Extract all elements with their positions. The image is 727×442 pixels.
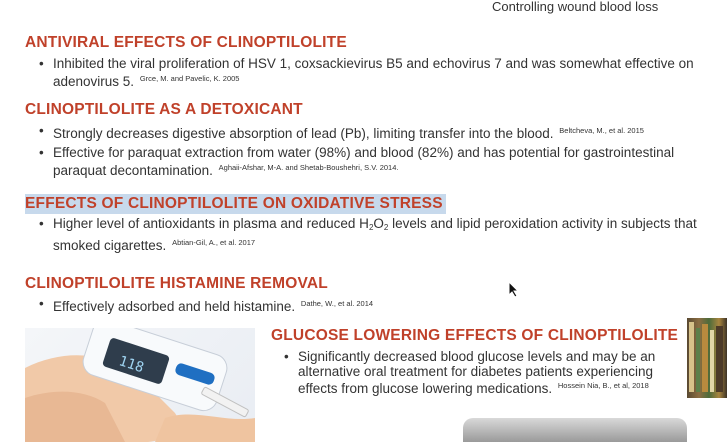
- bullet-text: Significantly decreased blood glucose levels and may be an alternative oral treatment for diabetes patients experiencing effects from glucose lowering medications.: [298, 349, 656, 396]
- detoxicant-heading: CLINOPTILOLITE AS A DETOXICANT: [25, 101, 303, 118]
- citation: Abtian-Gil, A., et al. 2017: [172, 237, 256, 247]
- citation: Grce, M. and Pavelic, K. 2005: [139, 73, 240, 83]
- top-note: Controlling wound blood loss: [492, 0, 659, 14]
- glucose-heading: GLUCOSE LOWERING EFFECTS OF CLINOPTILOLITE: [271, 327, 679, 344]
- bookshelf-photo: [687, 318, 727, 398]
- bullet-text: Inhibited the viral proliferation of HSV 1, coxsackievirus B5 and echovirus 7 and was somewhat effective on adenovirus 5.: [53, 56, 694, 89]
- glucose-bullet: [284, 349, 686, 397]
- bullet-dot: •: [39, 123, 44, 138]
- bullet-dot: •: [39, 145, 44, 160]
- histamine-bullet: [39, 296, 653, 315]
- bullet-dot: •: [39, 216, 44, 231]
- citation: Dathe, W., et al. 2014: [300, 299, 374, 308]
- oxidative-heading[interactable]: EFFECTS OF CLINOPTILOLITE ON OXIDATIVE STRESS: [25, 194, 446, 214]
- mouse-cursor-icon: [508, 281, 520, 298]
- bullet-text-mid: O: [373, 216, 384, 231]
- antiviral-heading: ANTIVIRAL EFFECTS OF CLINOPTILOLITE: [25, 34, 347, 51]
- glucometer-photo: [25, 328, 255, 442]
- subscript: 2: [383, 223, 389, 232]
- citation: Beltcheva, M., et al. 2015: [559, 126, 644, 135]
- antiviral-bullet: [39, 56, 721, 89]
- bullet-text-pre: Higher level of antioxidants in plasma and reduced H: [53, 216, 369, 231]
- oxidative-bullet: [39, 216, 725, 253]
- bullet-text: Strongly decreases digestive absorption of lead (Pb), limiting transfer into the blood.: [53, 126, 554, 141]
- citation: Aghaii-Afshar, M-A. and Shetab-Boushehri, S.V. 2014.: [218, 162, 399, 172]
- subscript: 2: [368, 223, 374, 232]
- histamine-heading: CLINOPTILOLITE HISTAMINE REMOVAL: [25, 275, 328, 292]
- device-photo: [463, 418, 687, 442]
- detoxicant-bullet-paraquat: [39, 145, 727, 178]
- bullet-dot: •: [39, 296, 44, 311]
- glucometer-display: 118: [116, 353, 146, 377]
- bullet-text-post: levels and lipid peroxidation activity in subjects that smoked cigarettes.: [53, 216, 697, 253]
- bullet-text: Effectively adsorbed and held histamine.: [53, 299, 296, 314]
- bullet-dot: •: [284, 349, 289, 364]
- detoxicant-bullet-lead: [39, 123, 721, 142]
- bullet-dot: •: [39, 56, 44, 71]
- bullet-text: Effective for paraquat extraction from water (98%) and blood (82%) and has potential for gastrointestinal paraquat decontamination.: [53, 145, 675, 178]
- citation: Hossein Nia, B., et al, 2018: [557, 381, 649, 390]
